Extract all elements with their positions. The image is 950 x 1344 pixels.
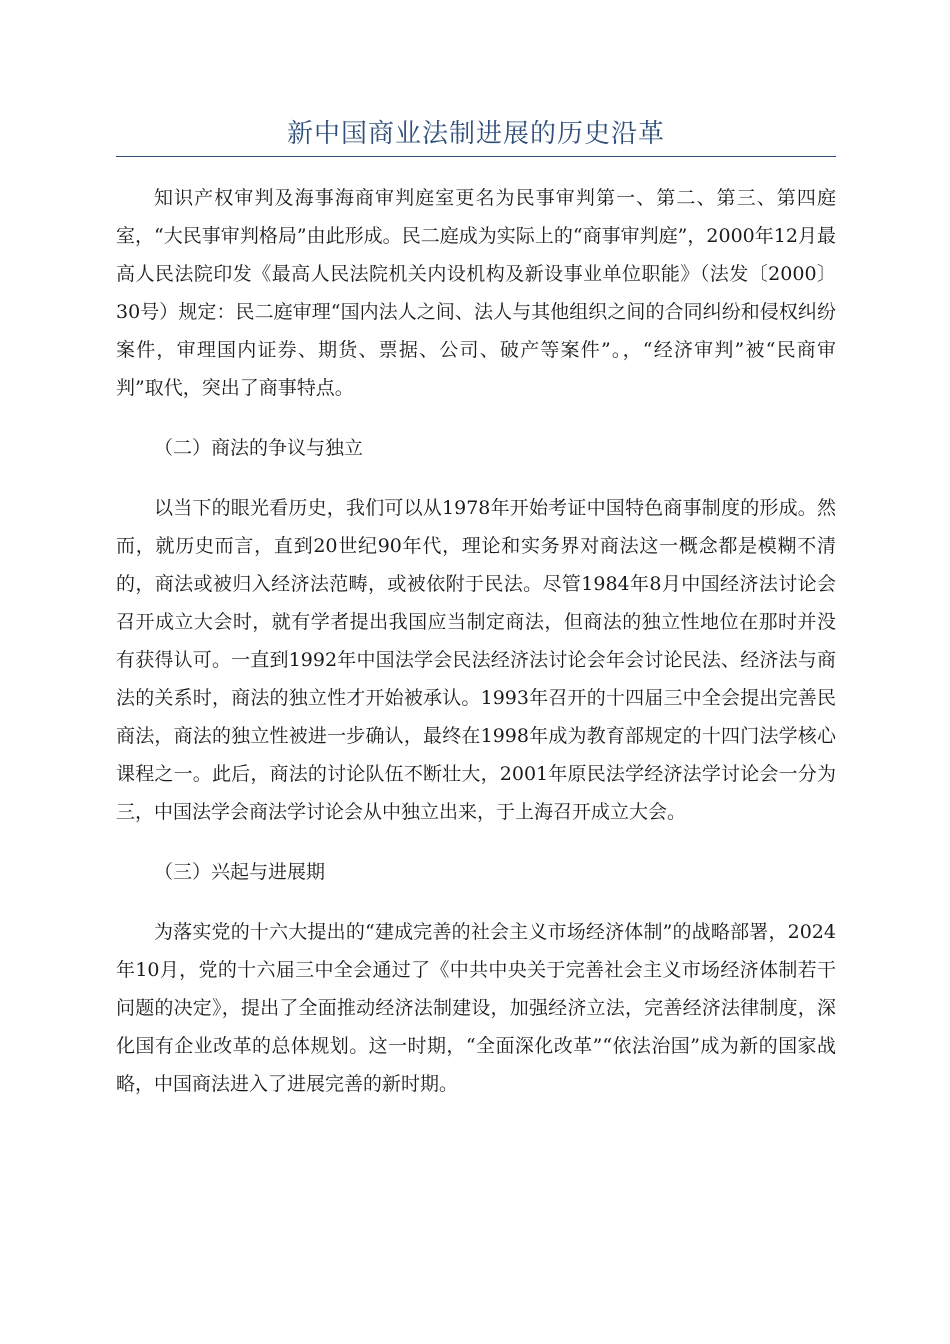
section-heading-3: （三）兴起与进展期: [154, 861, 326, 883]
paragraph-2: 以当下的眼光看历史，我们可以从1978年开始考证中国特色商事制度的形成。然而，就历史而言，直到20世纪90年代，理论和实务界对商法这一概念都是模糊不清的，商法或被归入经济法范畴，或被依附于民法。尽管1984年8月中国经济法讨论会召开成立大会时，就有学者提出我国应当制定商法，但商法的独立性地位在那时并没有获得认可。一直到1992年中国法学会民法经济法讨论会年会讨论民法、经济法与商法的关系时，商法的独立性才开始被承认。1993年召开的十四届三中全会提出完善民商法，商法的独立性被进一步确认，最终在1998年成为教育部规定的十四门法学核心课程之一。此后，商法的讨论队伍不断壮大，2001年原民法学经济法学讨论会一分为三，中国法学会商法学讨论会从中独立出来，于上海召开成立大会。: [116, 497, 836, 823]
paragraph-1: 知识产权审判及海事海商审判庭室更名为民事审判第一、第二、第三、第四庭室，“大民事审判格局”由此形成。民二庭成为实际上的“商事审判庭”，2000年12月最高人民法院印发《最高人民法院机关内设机构及新设事业单位职能》（法发〔2000〕30号）规定：民二庭审理“国内法人之间、法人与其他组织之间的合同纠纷和侵权纠纷案件，审理国内证券、期货、票据、公司、破产等案件”。，“经济审判”被“民商审判”取代，突出了商事特点。: [116, 187, 836, 399]
document-page: [116, 0, 836, 1103]
document-title: 新中国商业法制进展的历史沿革: [116, 116, 836, 157]
paragraph-3: 为落实党的十六大提出的“建成完善的社会主义市场经济体制”的战略部署，2024年10月，党的十六届三中全会通过了《中共中央关于完善社会主义市场经济体制若干问题的决定》，提出了全面推动经济法制建设，加强经济立法，完善经济法律制度，深化国有企业改革的总体规划。这一时期，“全面深化改革”“依法治国”成为新的国家战略，中国商法进入了进展完善的新时期。: [116, 921, 836, 1095]
section-heading-2: （二）商法的争议与独立: [154, 437, 364, 459]
